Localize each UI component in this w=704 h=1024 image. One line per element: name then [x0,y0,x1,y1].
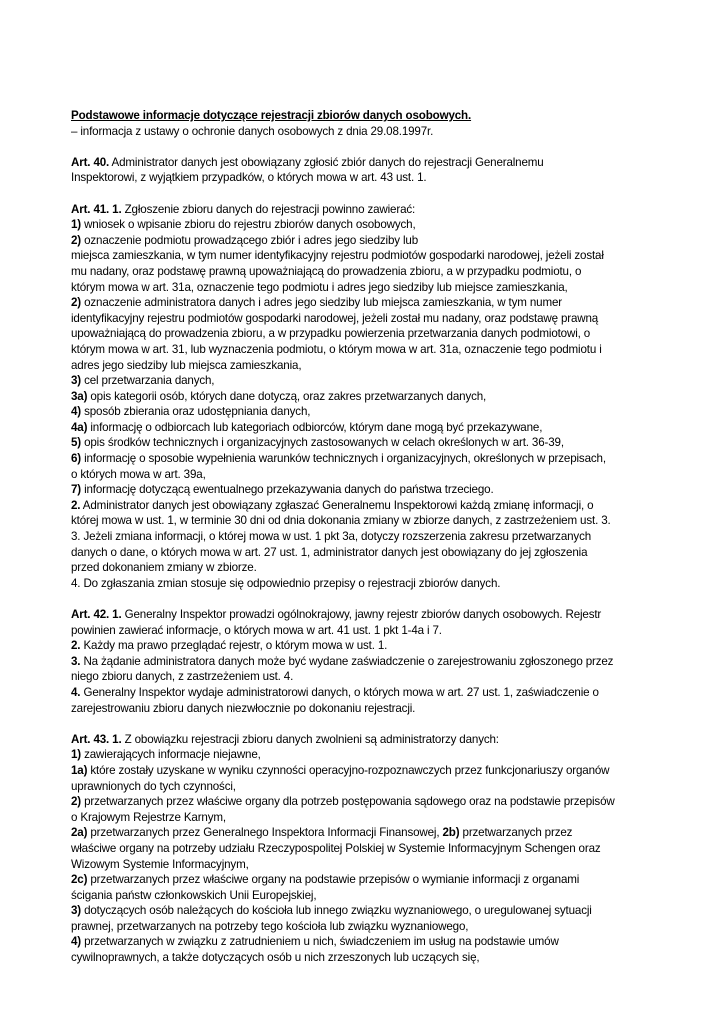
section-text: 4. Do zgłaszania zmian stosuje się odpowiednio przepisy o rejestracji zbiorów danych. [71,576,501,590]
point-text: przetwarzanych przez właściwe organy na podstawie przepisów o wymianie informacji z organami [87,873,580,887]
paragraph-text: Inspektorowi, z wyjątkiem przypadków, o których mowa w art. 43 ust. 1. [71,171,427,185]
point-label: 4a) [71,420,88,434]
point-text: sposób zbierania oraz udostępniania danych, [81,405,311,419]
point-label: 3) [71,904,82,918]
section-text: danych o dane, o których mowa w art. 27 ust. 1, administrator danych jest obowiązany do jej zgłoszenia [71,545,588,559]
paragraph-text: Z obowiązku rejestracji zbioru danych zwolnieni są administratorzy danych: [121,732,499,746]
point-text: przetwarzanych przez Generalnego Inspektora Informacji Finansowej, [87,826,443,840]
point-text: prawnej, przetwarzanych na potrzeby tego kościoła lub związku wyznaniowego, [71,919,469,933]
point-text: którym mowa w art. 31, lub wyznaczenia podmiotu, o którym mowa w art. 31a, oznaczenie tego podmiotu i [71,342,602,356]
section-label: 4. [71,685,81,699]
section-text: Na żądanie administratora danych może być wydane zaświadczenie o zarejestrowaniu zgłoszonego przez [80,654,614,668]
point-label: 4) [71,935,82,949]
point-label: 5) [71,436,82,450]
point-text: opis kategorii osób, których dane dotyczą, oraz zakres przetwarzanych danych, [87,389,487,403]
section-label: 3. [71,654,81,668]
point-label: 6) [71,452,82,466]
point-text: cel przetwarzania danych, [81,374,215,388]
document-subtitle: – informacja z ustawy o ochronie danych osobowych z dnia 29.08.1997r. [71,124,434,138]
article-42 [71,607,651,716]
article-label: Art. 41. 1. [71,202,122,216]
point-text: informację o sposobie wypełnienia warunków technicznych i organizacyjnych, określonych w przepisach, [81,452,606,466]
point-label: 1) [71,218,82,232]
point-text: opis środków technicznych i organizacyjnych zastosowanych w celach określonych w art. 36-39, [81,436,564,450]
point-text: informację dotyczącą ewentualnego przekazywania danych do państwa trzeciego. [81,483,494,497]
point-text: właściwe organy na potrzeby udziału Rzeczypospolitej Polskiej w Systemie Informacyjnym Schengen oraz [71,841,601,855]
point-text: adres jego siedziby lub miejsca zamieszkania, [71,358,302,372]
point-text: wniosek o wpisanie zbioru do rejestru zbiorów danych osobowych, [81,218,416,232]
point-text: przetwarzanych przez właściwe organy dla potrzeb postępowania sądowego oraz na podstawie przepisów [81,795,615,809]
point-text: zawierających informacje niejawne, [81,748,261,762]
point-text: uprawnionych do tych czynności, [71,779,236,793]
point-text: cywilnoprawnych, a także dotyczących osób u nich zrzeszonych lub uczących się, [71,951,480,965]
paragraph-text: Administrator danych jest obowiązany zgłosić zbiór danych do rejestracji Generalnemu [109,155,544,169]
document-title: Podstawowe informacje dotyczące rejestracji zbiorów danych osobowych. [71,109,472,122]
point-label: 7) [71,483,82,497]
point-text: dotyczących osób należących do kościoła lub innego związku wyznaniowego, o uregulowanej sytuacji [81,904,592,918]
point-text: mu nadany, oraz podstawę prawną upoważniającą do prowadzenia zbioru, a w przypadku podmiotu, o [71,264,582,278]
point-text: przetwarzanych przez [459,826,573,840]
article-label: Art. 42. 1. [71,608,122,621]
point-label: 3a) [71,389,88,403]
point-text: informację o odbiorcach lub kategoriach odbiorców, którym dane mogą być przekazywane, [87,420,543,434]
article-41 [71,202,651,592]
point-text: którym mowa w art. 31a, oznaczenie tego podmiotu i adres jego siedziby lub miejsce zamieszkania, [71,280,568,294]
point-text: przetwarzanych w związku z zatrudnieniem u nich, świadczeniem im usług na podstawie umów [81,935,559,949]
section-text: przed dokonaniem zmiany w zbiorze. [71,561,257,575]
point-text: o których mowa w art. 39a, [71,467,206,481]
article-label: Art. 43. 1. [71,732,122,746]
document-page [71,108,651,966]
section-text: niego zbioru danych, z zastrzeżeniem ust. 4. [71,670,294,684]
point-label: 2a) [71,826,88,840]
point-label: 2) [71,233,82,247]
point-text: oznaczenie podmiotu prowadzącego zbiór i adres jego siedziby lub [81,233,418,247]
point-label: 2) [71,296,82,310]
article-label: Art. 40. [71,155,110,169]
point-label: 2b) [442,826,460,840]
section-text: zarejestrowaniu zbioru danych niezwłocznie po dokonaniu rejestracji. [71,701,416,715]
point-label: 3) [71,374,82,388]
point-text: które zostały uzyskane w wyniku czynności operacyjno-rozpoznawczych przez funkcjonariuszy organów [87,763,610,777]
section-text: Każdy ma prawo przeglądać rejestr, o którym mowa w ust. 1. [80,639,388,653]
section-text: powinien zawierać informacje, o których mowa w art. 41 ust. 1 pkt 1-4a i 7. [71,623,442,637]
point-text: identyfikacyjny rejestru podmiotów gospodarki narodowej, jeżeli został mu nadany, oraz podstawę prawną [71,311,599,325]
point-label: 1) [71,748,82,762]
section-label: 2. [71,498,81,512]
point-text: ścigania państw członkowskich Unii Europejskiej, [71,888,317,902]
section-text: Generalny Inspektor wydaje administratorowi danych, o których mowa w art. 27 ust. 1, zaświadczenie o [80,685,599,699]
point-label: 1a) [71,763,88,777]
point-text: o Krajowym Rejestrze Karnym, [71,810,226,824]
point-label: 2) [71,795,82,809]
point-label: 4) [71,405,82,419]
point-label: 2c) [71,873,88,887]
point-text: oznaczenie administratora danych i adres jego siedziby lub miejsca zamieszkania, w tym numer [81,296,562,310]
section-text: Administrator danych jest obowiązany zgłaszać Generalnemu Inspektorowi każdą zmianę informacji, o [80,498,594,512]
point-text: miejsca zamieszkania, w tym numer identyfikacyjny rejestru podmiotów gospodarki narodowej, jeżeli został [71,249,604,263]
point-text: upoważniającą do prowadzenia zbioru, a w przypadku powierzenia przetwarzania danych podmiotowi, o [71,327,591,341]
section-text: Generalny Inspektor prowadzi ogólnokrajowy, jawny rejestr zbiorów danych osobowych. Rejestr [121,608,602,621]
article-43 [71,732,651,966]
paragraph-text: Zgłoszenie zbioru danych do rejestracji powinno zawierać: [121,202,416,216]
article-40 [71,155,651,186]
section-label: 2. [71,639,81,653]
section-text: 3. Jeżeli zmiana informacji, o której mowa w ust. 1 pkt 3a, dotyczy rozszerzenia zakresu przetwarzanych [71,530,592,544]
section-text: której mowa w ust. 1, w terminie 30 dni od dnia dokonania zmiany w zbiorze danych, z zastrzeżeniem ust. 3. [71,514,611,528]
point-text: Wizowym Systemie Informacyjnym, [71,857,249,871]
